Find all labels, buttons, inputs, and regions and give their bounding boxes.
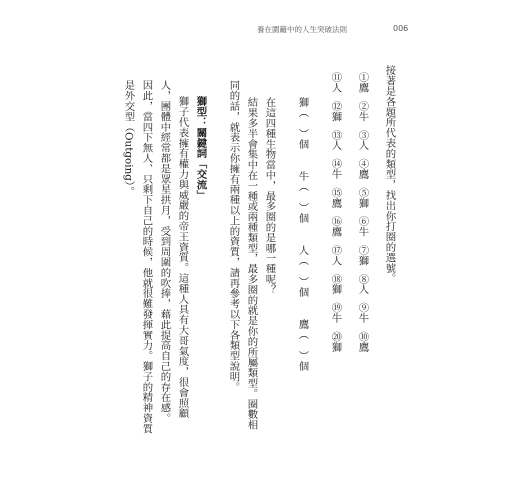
answer-key-item: ⑱獅 <box>329 273 342 295</box>
answer-key-item: ⑧人 <box>356 273 369 295</box>
answer-key-item: ⑦獅 <box>356 244 369 266</box>
running-head: 養在圍籬中的人生突破法則 <box>257 25 347 34</box>
answer-key-item: ⑫獅 <box>329 100 342 122</box>
tally-eagle: 鷹（ ）個 <box>296 319 309 371</box>
answer-key-item: ⑯鷹 <box>329 216 342 237</box>
tally-lion: 獅（ ）個 <box>296 97 309 149</box>
tally-ox: 牛（ ）個 <box>296 171 309 223</box>
tally-human: 人（ ）個 <box>296 245 309 297</box>
question-line-3: 同的話，就表示你擁有兩種以上的資質，請再參考以下各類型說明。 <box>227 80 240 392</box>
answer-key-item: ⑲牛 <box>329 302 342 324</box>
answer-key-item: ⑤獅 <box>356 187 369 209</box>
question-line-1: 在這四種生物當中，最多圈的是哪一種呢？ <box>263 97 276 295</box>
answer-key-item: ⑪人 <box>329 72 342 93</box>
lion-line-4: 是外交型（Outgoing）。 <box>122 80 135 197</box>
answer-key-item: ⑭牛 <box>329 158 342 180</box>
answer-key-item: ⑩鷹 <box>356 331 369 353</box>
answer-key-item: ⑥牛 <box>356 216 369 237</box>
answer-key-item: ⑳獅 <box>329 331 342 353</box>
answer-key-row-1 <box>357 72 367 352</box>
question-line-2: 結果多半會集中在一種或兩種類型，最多圈的就是你的所屬類型。圈數相 <box>245 97 258 430</box>
answer-key-item: ③人 <box>356 129 369 151</box>
answer-key-item: ①鷹 <box>356 72 369 93</box>
tally-line <box>297 97 307 371</box>
lion-line-2: 人，團體中經常都是眾星拱月，受到周圍的吹捧，藉此提高自己的存在感。 <box>158 80 171 424</box>
lion-line-1: 獅子代表擁有權力與威嚴的帝王資質。這種人具有大哥氣度，很會照顧 <box>176 96 189 419</box>
answer-key-item: ⑬人 <box>329 129 342 151</box>
lion-heading: 獅型：關鍵詞「交流」 <box>194 96 207 200</box>
answer-key-item: ②牛 <box>356 100 369 122</box>
answer-key-row-2 <box>330 72 340 352</box>
answer-key-item: ⑨牛 <box>356 302 369 324</box>
intro-line: 接著是各題所代表的類型，找出你打圈的選號。 <box>383 65 396 284</box>
answer-key-item: ④鷹 <box>356 158 369 180</box>
page-number: 006 <box>393 24 409 33</box>
lion-line-3: 因此，當四下無人、只剩下自己的時候，他就很難發揮實力。獅子的精神資質 <box>140 80 153 434</box>
answer-key-item: ⑮鷹 <box>329 187 342 209</box>
answer-key-item: ⑰人 <box>329 244 342 266</box>
